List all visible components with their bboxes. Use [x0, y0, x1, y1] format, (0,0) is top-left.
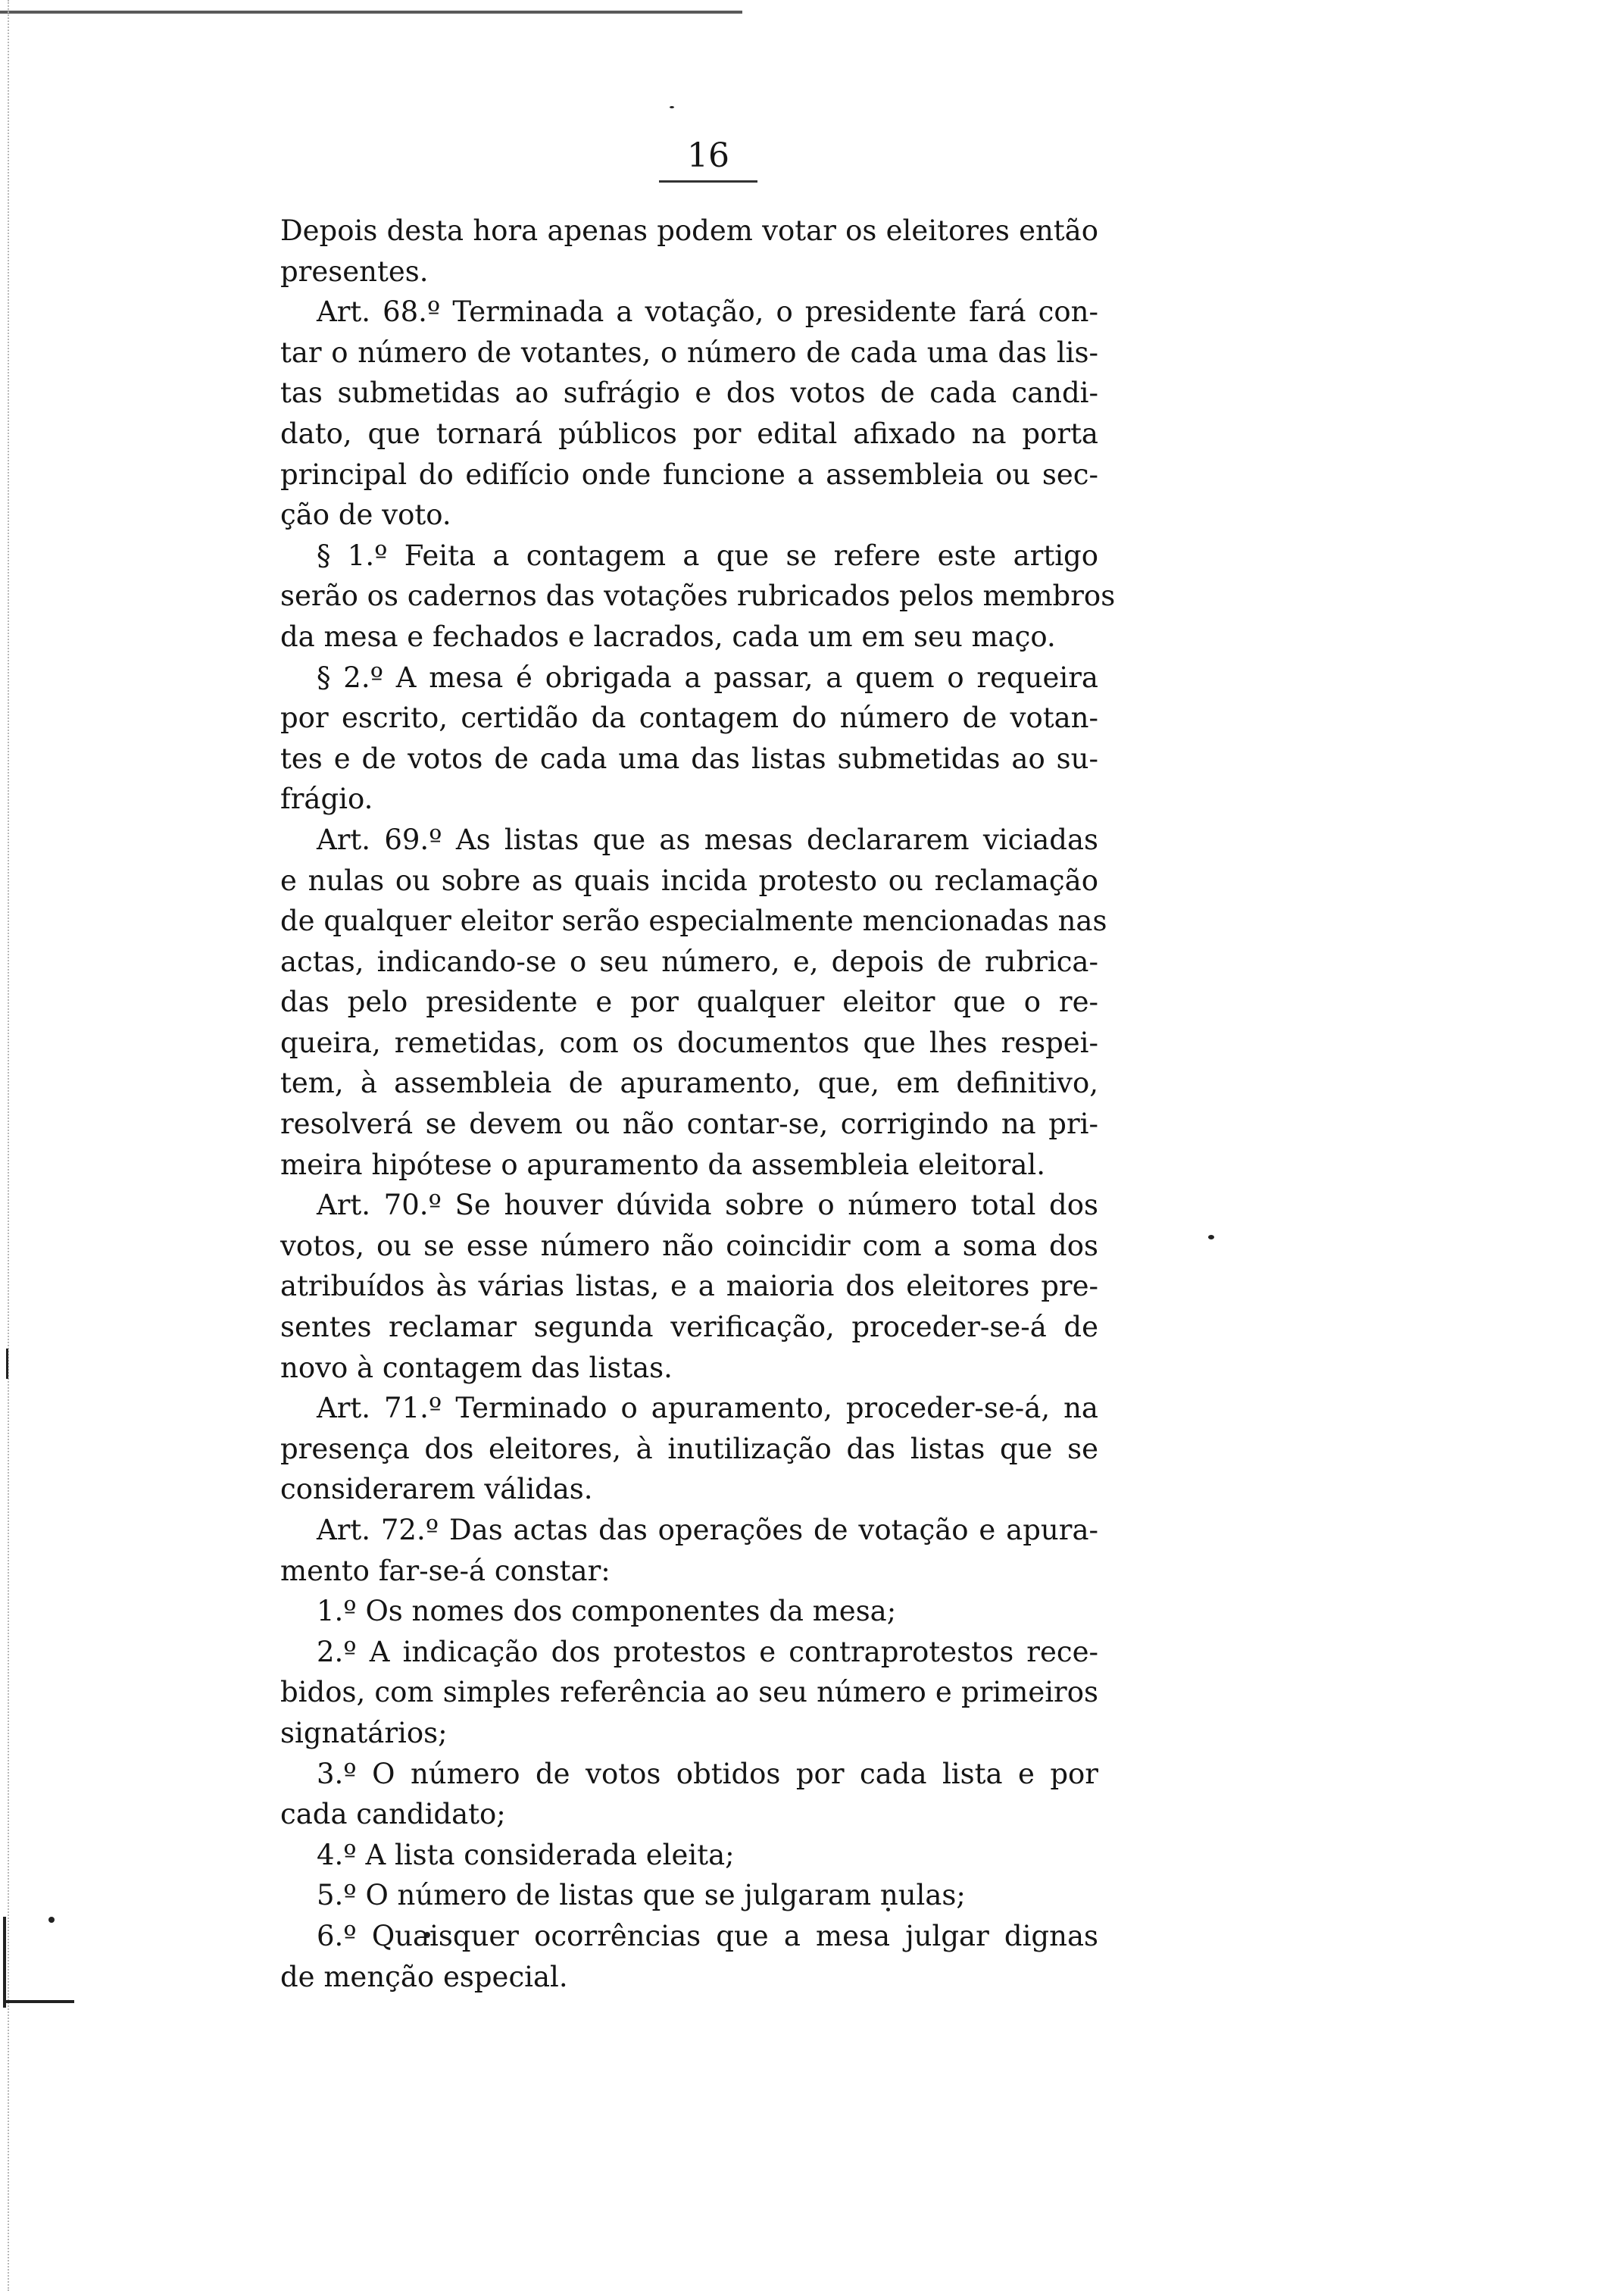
text-line: dato, que tornará públicos por edital afixado na porta: [280, 417, 1098, 450]
text-line: tar o número de votantes, o número de cada uma das lis-: [280, 336, 1098, 369]
text-line: 1.º Os nomes dos componentes da mesa;: [317, 1595, 897, 1628]
text-line: das pelo presidente e por qualquer eleitor que o re-: [280, 986, 1098, 1019]
text-line: 2.º A indicação dos protestos e contraprotestos rece-: [317, 1635, 1098, 1668]
text-line: frágio.: [280, 783, 373, 816]
text-line: resolverá se devem ou não contar-se, corrigindo na pri-: [280, 1108, 1098, 1141]
text-line: serão os cadernos das votações rubricados pelos membros: [280, 580, 1116, 613]
speck: [48, 1917, 55, 1923]
text-line: sentes reclamar segunda verificação, proceder-se-á de: [280, 1311, 1098, 1344]
text-line: § 1.º Feita a contagem a que se refere este artigo: [317, 539, 1098, 572]
text-line: § 2.º A mesa é obrigada a passar, a quem o requeira: [317, 661, 1098, 694]
scan-edge-mark: [6, 1349, 8, 1379]
text-line: queira, remetidas, com os documentos que lhes respei-: [280, 1026, 1098, 1059]
body-text: [280, 211, 1116, 1997]
text-line: 5.º O número de listas que se julgaram nulas;: [317, 1879, 966, 1912]
text-line: presentes.: [280, 255, 429, 288]
text-line: de qualquer eleitor serão especialmente mencionadas nas: [280, 905, 1107, 938]
scan-edge-mark: [3, 1917, 36, 2008]
text-line: cada candidato;: [280, 1798, 506, 1831]
speck: [670, 106, 674, 108]
text-line: tes e de votos de cada uma das listas submetidas ao su-: [280, 742, 1098, 775]
text-line: principal do edifício onde funcione a assembleia ou sec-: [280, 458, 1098, 491]
text-line: novo à contagem das listas.: [280, 1351, 673, 1384]
text-line: 6.º Quaisquer ocorrências que a mesa julgar dignas: [317, 1919, 1098, 1952]
speck: [1208, 1235, 1214, 1239]
text-line: da mesa e fechados e lacrados, cada um em seu maço.: [280, 620, 1056, 653]
text-line: atribuídos às várias listas, e a maioria dos eleitores pre-: [280, 1270, 1098, 1303]
text-line: ção de voto.: [280, 499, 451, 532]
text-line: e nulas ou sobre as quais incida protesto ou reclamação: [280, 864, 1098, 897]
text-line: tas submetidas ao sufrágio e dos votos de cada candi-: [280, 377, 1098, 410]
text-line: Depois desta hora apenas podem votar os eleitores então: [280, 214, 1098, 247]
text-line: por escrito, certidão da contagem do número de votan-: [280, 702, 1098, 735]
text-line: Art. 71.º Terminado o apuramento, proceder-se-á, na: [317, 1392, 1098, 1425]
text-line: de menção especial.: [280, 1960, 568, 1993]
scan-top-rule: [0, 11, 742, 14]
text-line: signatários;: [280, 1716, 448, 1749]
text-line: presença dos eleitores, à inutilização das listas que se: [280, 1432, 1098, 1465]
scan-edge-mark: [6, 2000, 74, 2003]
text-line: votos, ou se esse número não coincidir com a soma dos: [280, 1229, 1098, 1262]
text-line: 4.º A lista considerada eleita;: [317, 1838, 735, 1871]
text-line: mento far-se-á constar:: [280, 1554, 611, 1587]
text-line: meira hipótese o apuramento da assembleia eleitoral.: [280, 1148, 1045, 1181]
text-line: Art. 70.º Se houver dúvida sobre o número total dos: [317, 1189, 1098, 1222]
text-line: 3.º O número de votos obtidos por cada lista e por: [317, 1757, 1098, 1790]
text-line: bidos, com simples referência ao seu número e primeiros: [280, 1676, 1098, 1709]
text-line: considerarem válidas.: [280, 1473, 593, 1506]
text-line: actas, indicando-se o seu número, e, depois de rubrica-: [280, 945, 1098, 978]
text-line: Art. 69.º As listas que as mesas declararem viciadas: [317, 823, 1098, 856]
text-line: tem, à assembleia de apuramento, que, em definitivo,: [280, 1067, 1098, 1100]
text-line: Art. 68.º Terminada a votação, o presidente fará con-: [317, 295, 1098, 329]
text-line: Art. 72.º Das actas das operações de votação e apura-: [317, 1514, 1098, 1546]
page-number: 16: [659, 136, 757, 183]
